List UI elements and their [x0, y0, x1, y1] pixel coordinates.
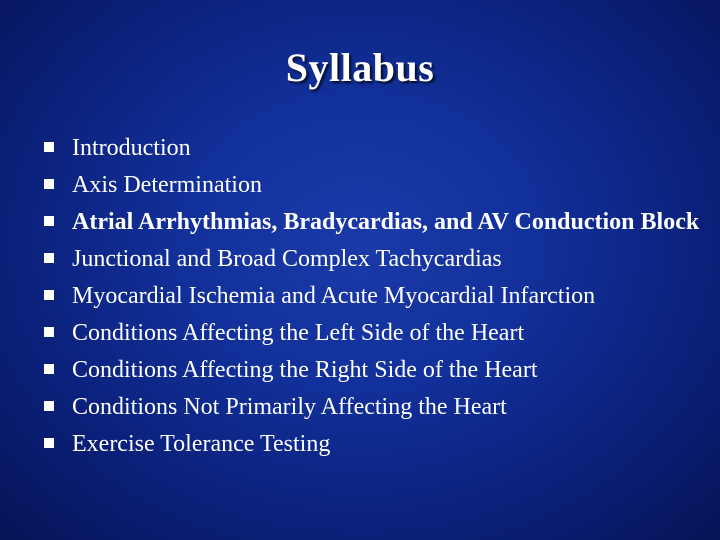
square-bullet-icon	[44, 290, 54, 300]
square-bullet-icon	[44, 253, 54, 263]
list-item-text: Atrial Arrhythmias, Bradycardias, and AV Conduction Block	[72, 209, 700, 235]
list-item-text: Introduction	[72, 135, 191, 161]
list-item	[44, 352, 704, 389]
list-item	[44, 167, 704, 204]
square-bullet-icon	[44, 179, 54, 189]
square-bullet-icon	[44, 142, 54, 152]
list-item	[44, 389, 704, 426]
list-item	[44, 241, 704, 278]
square-bullet-icon	[44, 216, 54, 226]
square-bullet-icon	[44, 364, 54, 374]
square-bullet-icon	[44, 401, 54, 411]
syllabus-list	[44, 130, 704, 463]
list-item	[44, 204, 704, 241]
list-item	[44, 315, 704, 352]
list-item-text: Exercise Tolerance Testing	[72, 431, 331, 457]
list-item-text: Conditions Affecting the Right Side of the Heart	[72, 357, 538, 383]
list-item-text: Conditions Not Primarily Affecting the Heart	[72, 394, 507, 420]
square-bullet-icon	[44, 438, 54, 448]
list-item-text: Conditions Affecting the Left Side of the Heart	[72, 320, 525, 346]
list-item-text: Junctional and Broad Complex Tachycardias	[72, 246, 502, 272]
square-bullet-icon	[44, 327, 54, 337]
list-item	[44, 426, 704, 463]
list-item	[44, 130, 704, 167]
list-item	[44, 278, 704, 315]
list-item-text: Axis Determination	[72, 172, 262, 198]
slide-title: Syllabus	[285, 45, 435, 90]
list-item-text: Myocardial Ischemia and Acute Myocardial Infarction	[72, 283, 596, 309]
